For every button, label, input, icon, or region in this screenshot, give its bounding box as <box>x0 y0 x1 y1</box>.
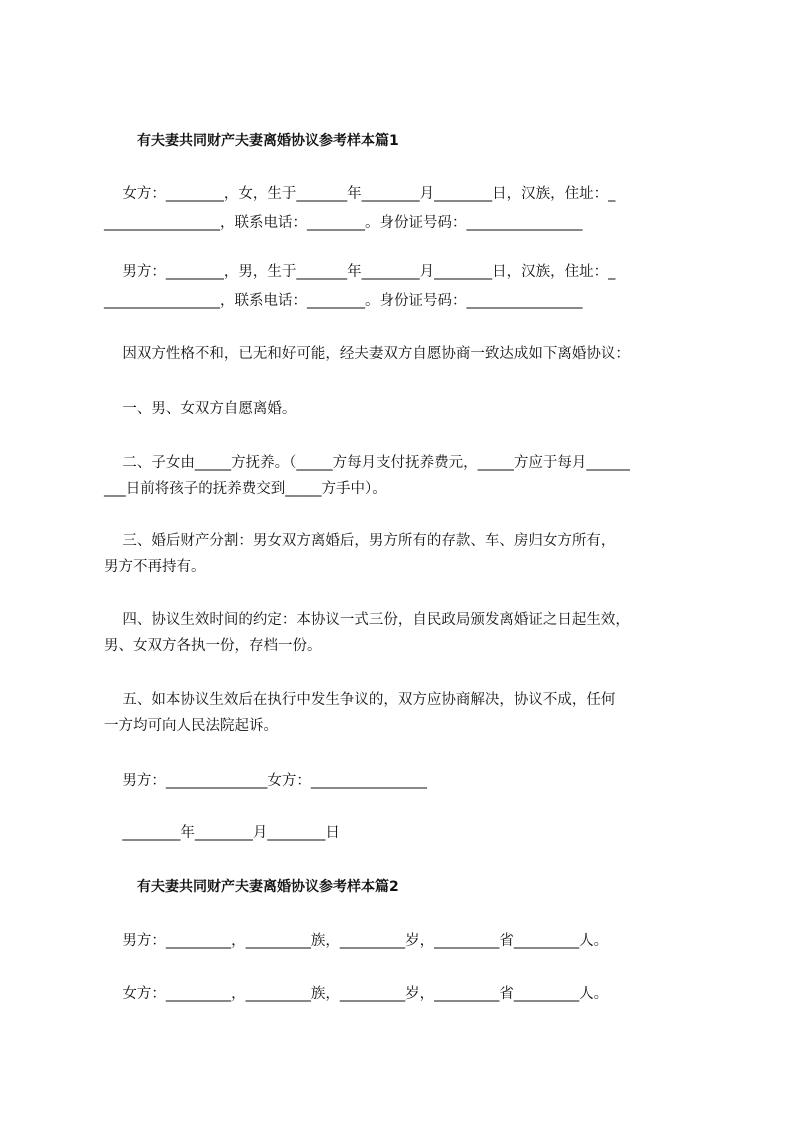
clause-3-line1: 三、婚后财产分割：男女双方离婚后，男方所有的存款、车、房归女方所有， <box>104 533 616 549</box>
section2-female-info: 女方：_________，_________族，_________岁，_________省_________人。 <box>104 986 609 1002</box>
female-info-line1: 女方：________，女，生于_______年________月________日，汉族，住址：_ <box>104 186 616 202</box>
clause-1: 一、男、女双方自愿离婚。 <box>104 401 297 417</box>
clause-3-line2: 男方不再持有。 <box>104 559 206 575</box>
clause-5-line1: 五、如本协议生效后在执行中发生争议的，双方应协商解决，协议不成，任何 <box>104 692 616 708</box>
clause-2-line2: ___日前将孩子的抚养费交到_____方手中）。 <box>104 481 387 497</box>
clause-4-line1: 四、协议生效时间的约定：本协议一式三份，自民政局颁发离婚证之日起生效， <box>104 612 630 628</box>
section2-male-info: 男方：_________，_________族，_________岁，_________省_________人。 <box>104 933 609 949</box>
clause-4-line2: 男、女双方各执一份，存档一份。 <box>104 638 322 654</box>
date-line: ________年________月________日 <box>104 825 340 841</box>
female-info-line2: ________________，联系电话：________。身份证号码：________________ <box>104 215 583 231</box>
agreement-intro: 因双方性格不和，已无和好可能，经夫妻双方自愿协商一致达成如下离婚协议： <box>104 346 630 362</box>
clause-5-line2: 一方均可向人民法院起诉。 <box>104 718 278 734</box>
signature-line: 男方：______________女方：________________ <box>104 773 427 789</box>
section1-title: 有夫妻共同财产夫妻离婚协议参考样本篇1 <box>137 133 399 149</box>
clause-2-line1: 二、子女由_____方抚养。（_____方每月支付抚养费元，_____方应于每月______ <box>104 455 630 471</box>
male-info-line2: ________________，联系电话：________。身份证号码：________________ <box>104 293 583 309</box>
section2-title: 有夫妻共同财产夫妻离婚协议参考样本篇2 <box>137 879 399 895</box>
male-info-line1: 男方：________，男，生于_______年________月________日，汉族，住址：_ <box>104 264 616 280</box>
